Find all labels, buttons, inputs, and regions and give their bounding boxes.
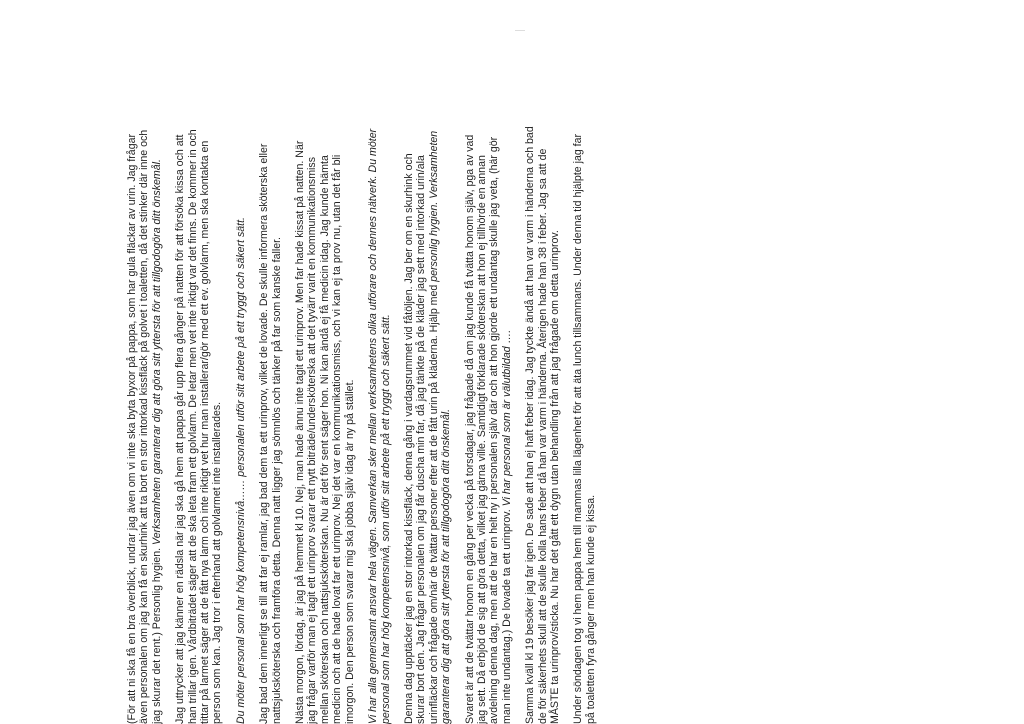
paragraph-10	[572, 124, 597, 724]
paragraph-text: Under söndagen tog vi hem pappa hem till mammas lilla lägenhet för att äta lunch tillsammans. Under denna tid hjälpte jag far på toaletten fyra gånger men han kunde ej kissa.	[572, 133, 597, 724]
paragraph-text: Samma kväll kl 19 besöker jag far igen. De sade att han ej haft feber idag. Jag tyckte ändå att han var varm i händerna och bad de för säkerhets skull att de skulle kolla hans feber då han var varm i händerna. Återigen hade han 38 i feber. Jag sa att de MÅSTE ta urinprov/sticka. Nu har det gått ett dygn utan behandling från att jag frågade om detta urinprov.	[524, 126, 561, 724]
paragraph-5	[294, 124, 356, 724]
rotated-text-block	[126, 124, 906, 724]
paragraph-italic-text: personlig hygien. Verksamheten garanterar dig att göra sitt yttersta för att tillgodogöra ditt önskemål.	[427, 130, 453, 724]
paragraph-italic-text: Verksamheten garanterar dig att göra sitt yttersta för att tillgodogöra ditt önskemål.	[150, 159, 163, 545]
paragraph-9	[524, 124, 561, 724]
paragraph-text: Jag uttrycker att jag känner en rädsla när jag ska gå hem att pappa går upp flera gånger på natten för att försöka kissa och att han trillar igen. Vårdbiträdet säger att de ska leta fram ett golvlarm. De letar men vet inte riktigt var det finns. De kommer in och tittar på larmet säger att de fått nya larm och inte riktigt vet hur man installerar/gör med ett ev. golvlarm, men ska kontakta en person som kan. Jag tror i efterhand att golvlarmet inte installerades.	[174, 129, 224, 724]
scan-mark	[515, 30, 525, 31]
paragraph-text: Svaret är att de tvättar honom en gång per vecka på torsdagar, jag frågade då om jag kunde få tvätta honom själv, pga av vad jag sett. Då erbjöd de sig att göra detta, vilket jag gärna ville. Samtidigt förklarade sköterskan att hon ej tillhörde en annan avdelning denna dag, men att de har en helt ny i personalen själv där och att hon gjorde ett undantag skulle jag veta, (här gör man inte undantag.) De lovade ta ett urinprov.	[463, 134, 513, 724]
paragraph-text: Den person som svarar mig ska jobba själv idag är ny på stället.	[343, 379, 356, 683]
paragraph-italic-text: Vi har alla gemensamt ansvar hela vägen. Samverkan sker mellan verksamhetens olika utförare och dennes nätverk. Du möter personal som har hög kompetensnivå, som utför sitt arbete på ett tryggt och säkert sätt.	[367, 128, 392, 724]
paragraph-7	[403, 124, 453, 724]
paragraph-6	[367, 124, 392, 724]
paragraph-italic-text: Du möter personal som har hög kompetensnivå…… personalen utför sitt arbete på ett tryggt och säkert sätt.	[234, 217, 247, 724]
paragraph-2	[174, 124, 224, 724]
paragraph-4	[258, 124, 283, 724]
paragraph-text: Jag bad dem innerligt se till att far ej ramlar, jag bad dem ta ett urinprov, vilket de lovade. De skulle informera sköterska eller nattsjuksköterska och framföra detta. Denna natt ligger jag sömnlös och tänker på far som kanske faller.	[258, 143, 283, 724]
paragraph-text: Denna dag upptäcker jag en stor intorkad kissfläck, denna gång i vardagsrummet vid fåtöljen. Jag ber om en skurhink och skurar bort den. Jag frågar personalen om jag får duscha min far, då jag tänkte på de kläder jag sett med intorkad urin/ala urinfläckar och frågade om/när de tvättar personer efter att de fått urin på kläderna. Hjälp med	[402, 153, 440, 724]
paragraph-8	[464, 124, 514, 724]
paragraph-text: (För att ni ska få en bra överblick, undrar jag även om vi inte ska byta byxor på pappa, som har gula fläckar av urin. Jag frågar även personalen om jag kan få en skurhink att ta bort en stor intorkad kissfläck på golvet i toaletten, då det stinker där inne och jag skurar det rent.) Personlig hygien.	[126, 129, 163, 724]
paragraph-3	[235, 124, 247, 724]
paragraph-text: Nästa morgon, lördag, är jag på hemmet kl 10. Nej, man hade ännu inte tagit ett urinprov. Men far hade kissat på natten. När jag frågar varför man ej tagit ett urinprov svarar ett nytt biträde/undersköterska att det tyvärr varit en kommunikationsmiss mellan sköterskan och nattsjuksköterskan. Nu är det för sent säger hon. Ni kan ändå ej få medicin idag. Jag kunde hämta medicin och att de hade lovat far ett urinprov. Nej det var en kommunikationsmiss, och vi kan ej ta prov nu, utan det får bli imorgon.	[294, 140, 356, 724]
paragraph-italic-text: Vi har personal som är välutbildad ….	[500, 329, 513, 507]
paragraph-1	[126, 124, 163, 724]
